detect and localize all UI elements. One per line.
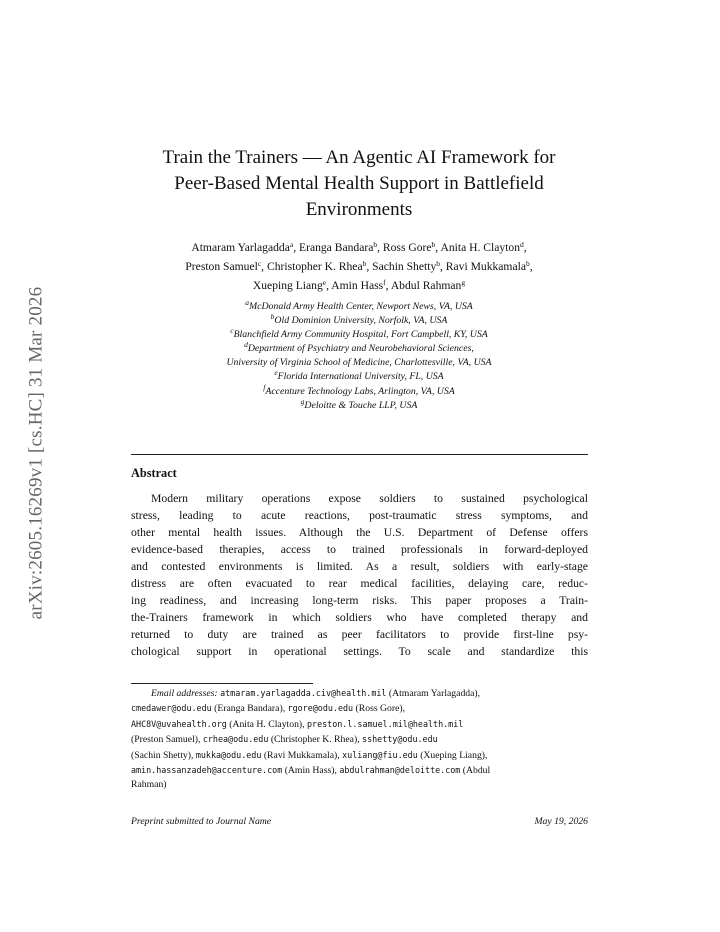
author-line: Xueping Liang$^e$, Amin Hass$^f$, Abdul Rahman$^g$ [252, 278, 466, 292]
title-line: Peer-Based Mental Health Support in Battlefield [174, 173, 544, 194]
affiliation-mark: b [270, 312, 275, 322]
author-name: Preston Samuel [185, 260, 258, 273]
author-name: Atmaram Yarlagadda [191, 241, 290, 254]
email-owner: (Xueping Liang), [420, 749, 488, 761]
email-link[interactable]: crhea@odu.edu [202, 734, 269, 745]
author-affil-mark: f [383, 278, 386, 287]
affiliation-text: Old Dominion University, Norfolk, VA, USA [274, 315, 448, 327]
footnote-line [131, 701, 588, 716]
affiliation [110, 342, 608, 356]
author-affil-mark: g [461, 278, 466, 287]
footnote-line: Rahman) [131, 779, 167, 791]
arxiv-sidebar [8, 258, 64, 648]
affiliation-mark: c [230, 326, 234, 336]
email-link[interactable]: abdulrahman@deloitte.com [339, 765, 461, 776]
affiliation [110, 382, 608, 399]
affiliation-text: Department of Psychiatry and Neurobehavioral Sciences, [247, 343, 474, 355]
email-link[interactable]: atmaram.yarlagadda.civ@health.mil [220, 688, 387, 698]
author-affil-mark: b [362, 259, 367, 268]
email-link[interactable]: mukka@odu.edu [195, 749, 262, 760]
affiliation-text: Blanchfield Army Community Hospital, Fort Campbell, KY, USA [233, 329, 488, 341]
abstract-line: and contested environments is limited. As a result, soldiers with early-stage [131, 560, 588, 573]
email-footnote [131, 686, 588, 793]
author-affil-mark: b [436, 259, 440, 268]
email-owner: (Amin Hass), [284, 765, 337, 777]
email-link[interactable]: rgore@odu.edu [287, 703, 354, 714]
email-link[interactable]: amin.hassanzadeh@accenture.com [131, 765, 283, 776]
abstract-line: distress are often evacuated to rear medical facilities, delaying care, reduc- [131, 577, 588, 590]
affiliation-mark: e [274, 368, 278, 378]
affiliation-list [110, 300, 608, 413]
footnote-line [131, 686, 588, 701]
author-line: Atmaram Yarlagadda$^a$, Eranga Bandara$^b$, Ross Gore$^b$, Anita H. Clayton$^d$, [191, 240, 527, 254]
author-affil-mark: c [257, 259, 262, 268]
email-owner: (Abdul [462, 765, 491, 777]
affiliation [110, 300, 608, 314]
email-owner: (Eranga Bandara), [214, 703, 286, 715]
author-name: Ross Gore [382, 241, 432, 254]
email-link[interactable]: preston.l.samuel.mil@health.mil [307, 718, 464, 729]
author-affil-mark: a [289, 240, 294, 249]
author-name: Eranga Bandara [299, 241, 374, 254]
author-affil-mark: e [322, 278, 327, 287]
author-name: Ravi Mukkamala [445, 260, 526, 273]
author-name: Christopher K. Rhea [266, 260, 363, 273]
email-owner: (Atmaram Yarlagadda), [388, 688, 481, 699]
author-name: Xueping Liang [252, 279, 323, 292]
abstract-line: the-Trainers framework in which soldiers who have completed therapy and [131, 611, 588, 624]
author-name: Sachin Shetty [372, 260, 437, 273]
affiliation-mark: d [244, 340, 248, 350]
email-owner: (Christopher K. Rhea), [270, 734, 360, 746]
author-line: Preston Samuel$^c$, Christopher K. Rhea$^b$, Sachin Shetty$^b$, Ravi Mukkamala$^b$, [185, 259, 533, 273]
affiliation-text: University of Virginia School of Medicine, Charlottesville, VA, USA [226, 357, 492, 369]
affiliation [110, 328, 608, 342]
author-name: Amin Hass [331, 279, 384, 292]
affiliation [110, 370, 608, 384]
email-link[interactable]: cmedawer@odu.edu [131, 703, 212, 714]
footnote-label: Email addresses: [151, 688, 218, 699]
submission-date: May 19, 2026 [534, 816, 588, 827]
author-affil-mark: b [373, 240, 378, 249]
affiliation-text: Accenture Technology Labs, Arlington, VA, USA [265, 385, 455, 397]
affiliation-mark: g [300, 396, 305, 406]
affiliation [110, 396, 608, 413]
author-affil-mark: b [431, 240, 436, 249]
footnote-line [131, 732, 588, 747]
affiliation [110, 314, 608, 328]
affiliation-mark: f [263, 382, 266, 392]
email-owner: (Preston Samuel), [131, 734, 201, 746]
abstract-line: Modern military operations expose soldiers to sustained psychological [151, 492, 588, 505]
author-affil-mark: d [520, 240, 524, 249]
email-owner: (Ross Gore), [355, 703, 406, 715]
email-link[interactable]: xuliang@fiu.edu [342, 749, 418, 760]
affiliation-text: Florida International University, FL, USA [277, 371, 444, 383]
affiliation-text: Deloitte & Touche LLP, USA [304, 399, 418, 411]
abstract-line: evidence-based therapies, access to trained professionals in forward-deployed [131, 543, 588, 556]
footnote-line [131, 717, 588, 732]
email-link[interactable]: sshetty@odu.edu [362, 734, 438, 745]
abstract-line: other mental health issues. Although the U.S. Department of Defense offers [131, 526, 588, 539]
abstract-divider [131, 454, 588, 455]
abstract-heading: Abstract [131, 466, 177, 480]
footnote-divider [131, 683, 313, 684]
preprint-note: Preprint submitted to Journal Name [131, 816, 272, 827]
affiliation-text: McDonald Army Health Center, Newport News, VA, USA [248, 301, 473, 312]
arxiv-identifier: arXiv:2605.16269v1 [cs.HC] 31 Mar 2026 [25, 286, 47, 620]
abstract-line: stress, leading to acute reactions, post-traumatic stress symptoms, and [131, 509, 588, 522]
title-line: Environments [305, 199, 413, 220]
author-affil-mark: b [525, 259, 530, 268]
affiliation-mark: a [245, 298, 249, 307]
email-owner: (Sachin Shetty), [131, 749, 194, 761]
footnote-line [131, 763, 588, 778]
author-name: Abdul Rahman [390, 279, 462, 292]
abstract-body [131, 490, 588, 660]
paper-title [100, 145, 618, 223]
title-line: Train the Trainers — An Agentic AI Framework for [162, 147, 556, 168]
email-link[interactable]: AHC8V@uvahealth.org [131, 718, 227, 729]
author-name: Anita H. Clayton [440, 241, 521, 254]
email-owner: (Ravi Mukkamala), [263, 749, 340, 761]
email-owner: (Anita H. Clayton), [229, 718, 305, 730]
author-list [110, 238, 608, 295]
affiliation [110, 356, 608, 370]
footnote-line [131, 748, 588, 763]
abstract-line: returned to duty are trained as peer facilitators to provide first-line psy- [131, 628, 588, 641]
abstract-line: chological support in operational settings. To scale and standardize this [131, 645, 588, 658]
abstract-line: ing readiness, and increasing long-term risks. This paper proposes a Train- [131, 594, 588, 607]
